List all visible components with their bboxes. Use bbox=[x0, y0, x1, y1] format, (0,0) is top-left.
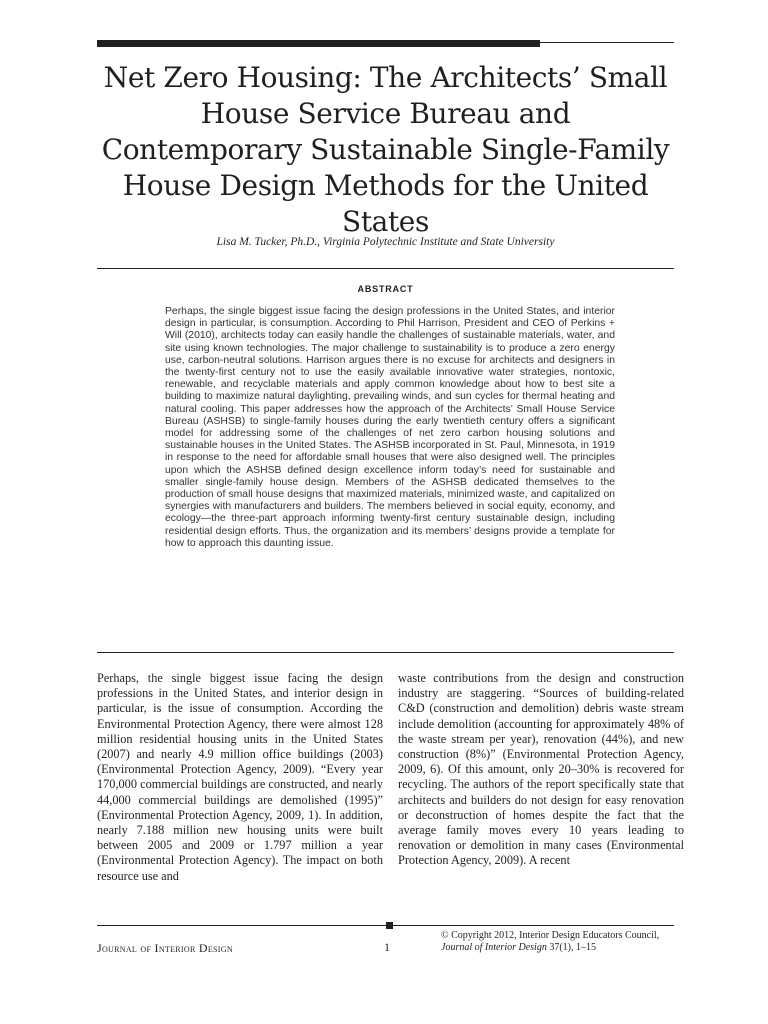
footer-journal-name: Journal of Interior Design bbox=[97, 941, 233, 955]
citation-line bbox=[441, 942, 681, 954]
top-bar-thick bbox=[97, 40, 540, 47]
abstract-heading: ABSTRACT bbox=[357, 284, 414, 294]
citation-details: 37(1), 1–15 bbox=[546, 942, 596, 953]
footer-square-marker bbox=[386, 922, 393, 929]
copyright-line: © Copyright 2012, Interior Design Educators Council, bbox=[441, 930, 660, 941]
body-left-column: Perhaps, the single biggest issue facing the design professions in the United States, and interior design in particular, is the issue of consumption. According the Environmental Protection Agency, there were almost 128 million residential housing units in the United States (2007) and nearly 4.9 million office buildings (2003) (Environmental Protection Agency, 2009). “Every year 170,000 commercial buildings are constructed, and nearly 44,000 commercial buildings are demolished (1995)” (Environmental Protection Agency, 2009, 1). In addition, nearly 7.188 million new housing units were built between 2005 and 2009 or 1.797 million a year (Environmental Protection Agency). The impact on both resource use and bbox=[97, 671, 383, 883]
footer-copyright bbox=[441, 930, 681, 954]
citation-journal: Journal of Interior Design bbox=[441, 942, 547, 953]
top-bar-thin bbox=[540, 42, 674, 43]
article-title: Net Zero Housing: The Architects’ Small House Service Bureau and Contemporary Sustainable Single-Family House Design Methods for the United States bbox=[101, 61, 670, 238]
abstract-text: Perhaps, the single biggest issue facing the design professions in the United States, and interior design in particular, is consumption. According to Phil Harrison, President and CEO of Perkins + Will (2010), architects today can easily handle the challenges of sustainable materials, water, and site using known technologies. The major challenge to sustainability is to produce a zero energy use, carbon-neutral solutions. Harrison argues there is no excuse for architects and designers in the twenty-first century not to use the easily available innovative water strategies, nontoxic, renewable, and recyclable materials and apply common knowledge about how to best site a building to maximize natural daylighting, prevailing winds, and sun cycles for thermal heating and natural cooling. This paper addresses how the approach of the Architects’ Small House Service Bureau (ASHSB) to single-family houses during the early twentieth century offers a significant model for addressing some of the challenges of net zero carbon housing solutions and sustainable houses in the United States. The ASHSB incorporated in St. Paul, Minnesota, in 1919 in response to the need for affordable small houses that were also designed well. The principles upon which the ASHSB defined design excellence inform today’s need for sustainable and smaller single-family house design. Members of the ASHSB dedicated themselves to the production of small house designs that maximized materials, minimized waste, and capitalized on synergies with manufacturers and builders. The members believed in social equity, economy, and ecology—the three-part approach informing twenty-first century sustainable design, including residential design efforts. Thus, the organization and its members’ designs provide a template for how to approach this daunting issue. bbox=[165, 306, 615, 549]
page-number: 1 bbox=[384, 940, 390, 954]
body-right-column: waste contributions from the design and construction industry are staggering. “Sources of building-related C&D (construction and demolition) debris waste stream include demolition (accounting for approximately 48% of the waste stream per year), renovation (44%), and new construction (8%)” (Environmental Protection Agency, 2009, 6). Of this amount, only 20–30% is recovered for recycling. The authors of the report specifically state that architects and builders do not design for easy renovation or deconstruction of homes despite the fact that the average family moves every 10 years leading to renovation or demolition in many cases (Environmental Protection Agency, 2009). A recent bbox=[398, 671, 684, 868]
article-author: Lisa M. Tucker, Ph.D., Virginia Polytechnic Institute and State University bbox=[216, 236, 555, 248]
abstract-bottom-rule bbox=[97, 652, 674, 653]
abstract-top-rule bbox=[97, 268, 674, 269]
top-decorative-bar bbox=[97, 40, 674, 48]
